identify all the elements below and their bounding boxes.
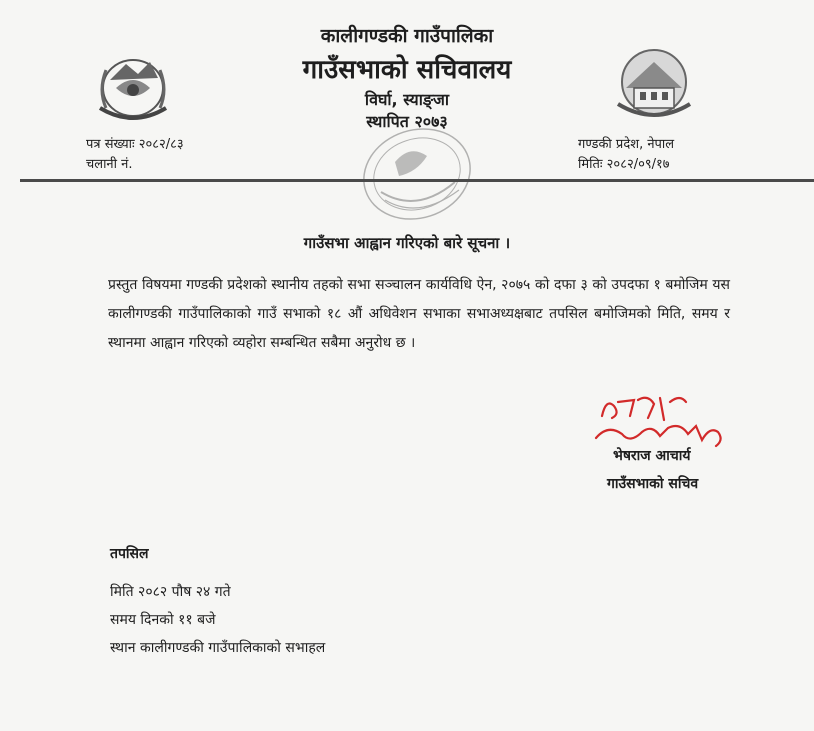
- office-name: गाउँसभाको सचिवालय: [302, 55, 512, 85]
- province-label: गण्डकी प्रदेश, नेपाल: [578, 137, 675, 152]
- schedule-date: मिति २०८२ पौष २४ गते: [110, 584, 231, 600]
- office-stamp-icon: [355, 122, 485, 232]
- schedule-heading: तपसिल: [110, 546, 149, 562]
- header-divider: [20, 179, 814, 182]
- schedule-venue: स्थान कालीगण्डकी गाउँपालिकाको सभाहल: [110, 640, 326, 656]
- signatory-title: गाउँसभाको सचिव: [607, 476, 699, 492]
- dispatch-number: चलानी नं.: [86, 157, 133, 172]
- org-name: कालीगण्डकी गाउँपालिका: [320, 25, 494, 47]
- notice-title: गाउँसभा आह्वान गरिएको बारे सूचना ।: [303, 234, 511, 252]
- letter-number: पत्र संख्याः २०८२/८३: [86, 137, 184, 152]
- established-year: स्थापित २०७३: [366, 112, 448, 131]
- letter-date: मितिः २०८२/०९/१७: [578, 157, 670, 172]
- schedule-time: समय दिनको ११ बजे: [110, 612, 216, 628]
- signatory-name: भेषराज आचार्य: [613, 448, 691, 464]
- notice-body: प्रस्तुत विषयमा गण्डकी प्रदेशको स्थानीय तहको सभा सञ्चालन कार्यविधि ऐन, २०७५ को दफा ३ को उपदफा १ बमोजिम यस कालीगण्डकी गाउँपालिकाको गाउँ सभाको १८ औं अधिवेशन सभाका सभाअध्यक्षबाट तपसिल बमोजिमको मिति, समय र स्थानमा आह्वान गरिएको व्यहोरा सम्बन्धित सबैमा अनुरोध छ ।: [108, 277, 730, 351]
- office-address: विर्घा, स्याङ्जा: [364, 90, 450, 109]
